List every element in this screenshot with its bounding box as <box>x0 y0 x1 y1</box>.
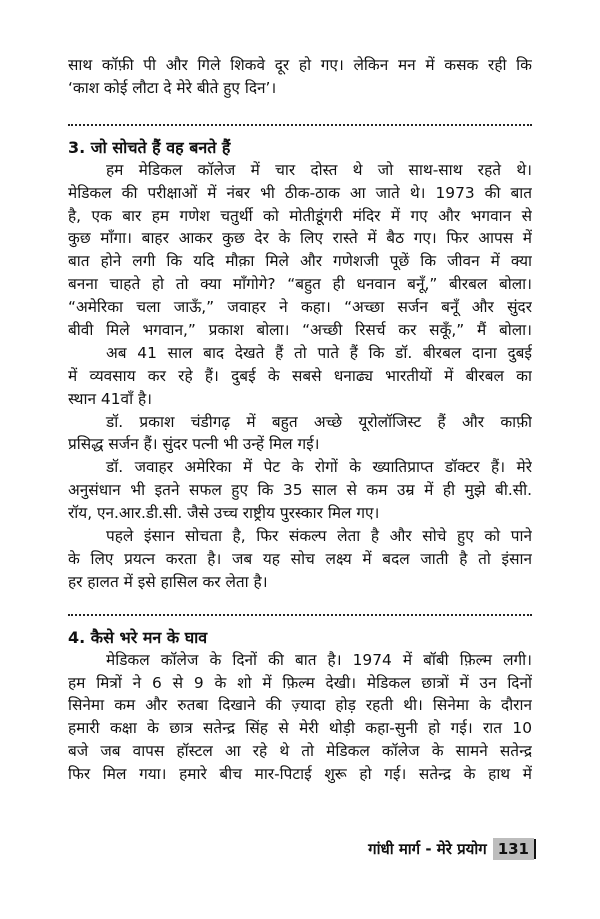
section-3-line: डॉ. जवाहर अमेरिका में पेट के रोगों के ख्यातिप्राप्त डॉक्टर हैं। मेरे <box>106 458 532 477</box>
section-3-line: पहले इंसान सोचता है, फिर संकल्प लेता है और सोचे हुए को पाने <box>106 527 532 546</box>
section-3-heading: 3. जो सोचते हैं वह बनते हैं <box>68 137 231 157</box>
section-3-line: प्रसिद्ध सर्जन हैं। सुंदर पत्नी भी उन्हें मिल गई। <box>68 435 320 454</box>
section-3-line: के लिए प्रयत्न करता है। जब यह सोच लक्ष्य में बदल जाती है तो इंसान <box>68 549 532 568</box>
section-3-line: अनुसंधान भी इतने सफल हुए कि 35 साल से कम उम्र में ही मुझे बी.सी. <box>68 481 532 500</box>
section-4-line: सिनेमा कम और रुतबा दिखाने की ज़्यादा होड़ रहती थी। सिनेमा के दौरान <box>68 696 532 715</box>
section-4-line: फिर मिल गया। हमारे बीच मार-पिटाई शुरू हो गई। सतेन्द्र के हाथ में <box>68 765 532 784</box>
section-3-line: “अमेरिका चला जाऊँ,” जवाहर ने कहा। “अच्छा सर्जन बनूँ और सुंदर <box>68 298 532 317</box>
intro-line-1: साथ कॉफ़ी पी और गिले शिकवे दूर हो गए। लेकिन मन में कसक रही कि <box>68 56 532 74</box>
section-3-line: मेडिकल की परीक्षाओं में नंबर भी ठीक-ठाक आ जाते थे। 1973 की बात <box>68 183 532 202</box>
intro-line-2: ‘काश कोई लौटा दे मेरे बीते हुए दिन’। <box>68 78 277 97</box>
page-body <box>68 54 532 786</box>
section-4-line: बजे जब वापस हॉस्टल आ रहे थे तो मेडिकल कॉलेज के सामने सतेन्द्र <box>68 742 532 761</box>
section-3-line: रॉय, एन.आर.डी.सी. जैसे उच्च राष्ट्रीय पुरस्कार मिल गए। <box>68 504 380 523</box>
section-3-line: है, एक बार हम गणेश चतुर्थी को मोतीडूंगरी मंदिर में गए और भगवान से <box>68 206 532 225</box>
dotted-separator <box>68 600 532 616</box>
section-4-line: हम मित्रों ने 6 से 9 के शो में फ़िल्म देखी। मेडिकल छात्रों में उन दिनों <box>68 673 532 692</box>
page-footer <box>368 838 536 860</box>
section-3-line: बनना चाहते हो तो क्या माँगोगे? “बहुत ही धनवान बनूँ,” बीरबल बोला। <box>68 275 532 294</box>
section-3-line: बीवी मिले भगवान,” प्रकाश बोला। “अच्छी रिसर्च कर सकूँ,” मैं बोला। <box>68 321 532 340</box>
section-3-line: हम मेडिकल कॉलेज में चार दोस्त थे जो साथ-साथ रहते थे। <box>106 160 532 179</box>
section-3-line: में व्यवसाय कर रहे हैं। दुबई के सबसे धनाढ्य भारतीयों में बीरबल का <box>68 366 532 385</box>
section-3-line: कुछ माँगा। बाहर आकर कुछ देर के लिए रास्ते में बैठ गए। फिर आपस में <box>68 229 532 248</box>
book-title: गांधी मार्ग - मेरे प्रयोग <box>368 840 487 858</box>
page-number: 131 <box>493 838 534 860</box>
section-4-line: मेडिकल कॉलेज के दिनों की बात है। 1974 में बॉबी फ़िल्म लगी। <box>106 650 532 669</box>
section-3-line: बात होने लगी कि यदि मौक़ा मिले और गणेशजी पूछें कि जीवन में क्या <box>68 252 532 271</box>
section-4-heading: 4. कैसे भरे मन के घाव <box>68 627 208 647</box>
section-3-line: हर हालत में इसे हासिल कर लेता है। <box>68 572 268 591</box>
section-3-line: डॉ. प्रकाश चंडीगढ़ में बहुत अच्छे यूरोलॉजिस्ट हैं और काफ़ी <box>106 412 532 431</box>
dotted-separator <box>68 110 532 126</box>
section-3-line: स्थान 41वाँ है। <box>68 389 152 408</box>
page-number-bar <box>534 839 536 859</box>
section-4-line: हमारी कक्षा के छात्र सतेन्द्र सिंह से मेरी थोड़ी कहा-सुनी हो गई। रात 10 <box>68 719 532 738</box>
section-3-line: अब 41 साल बाद देखते हैं तो पाते हैं कि डॉ. बीरबल दाना दुबई <box>106 343 532 362</box>
